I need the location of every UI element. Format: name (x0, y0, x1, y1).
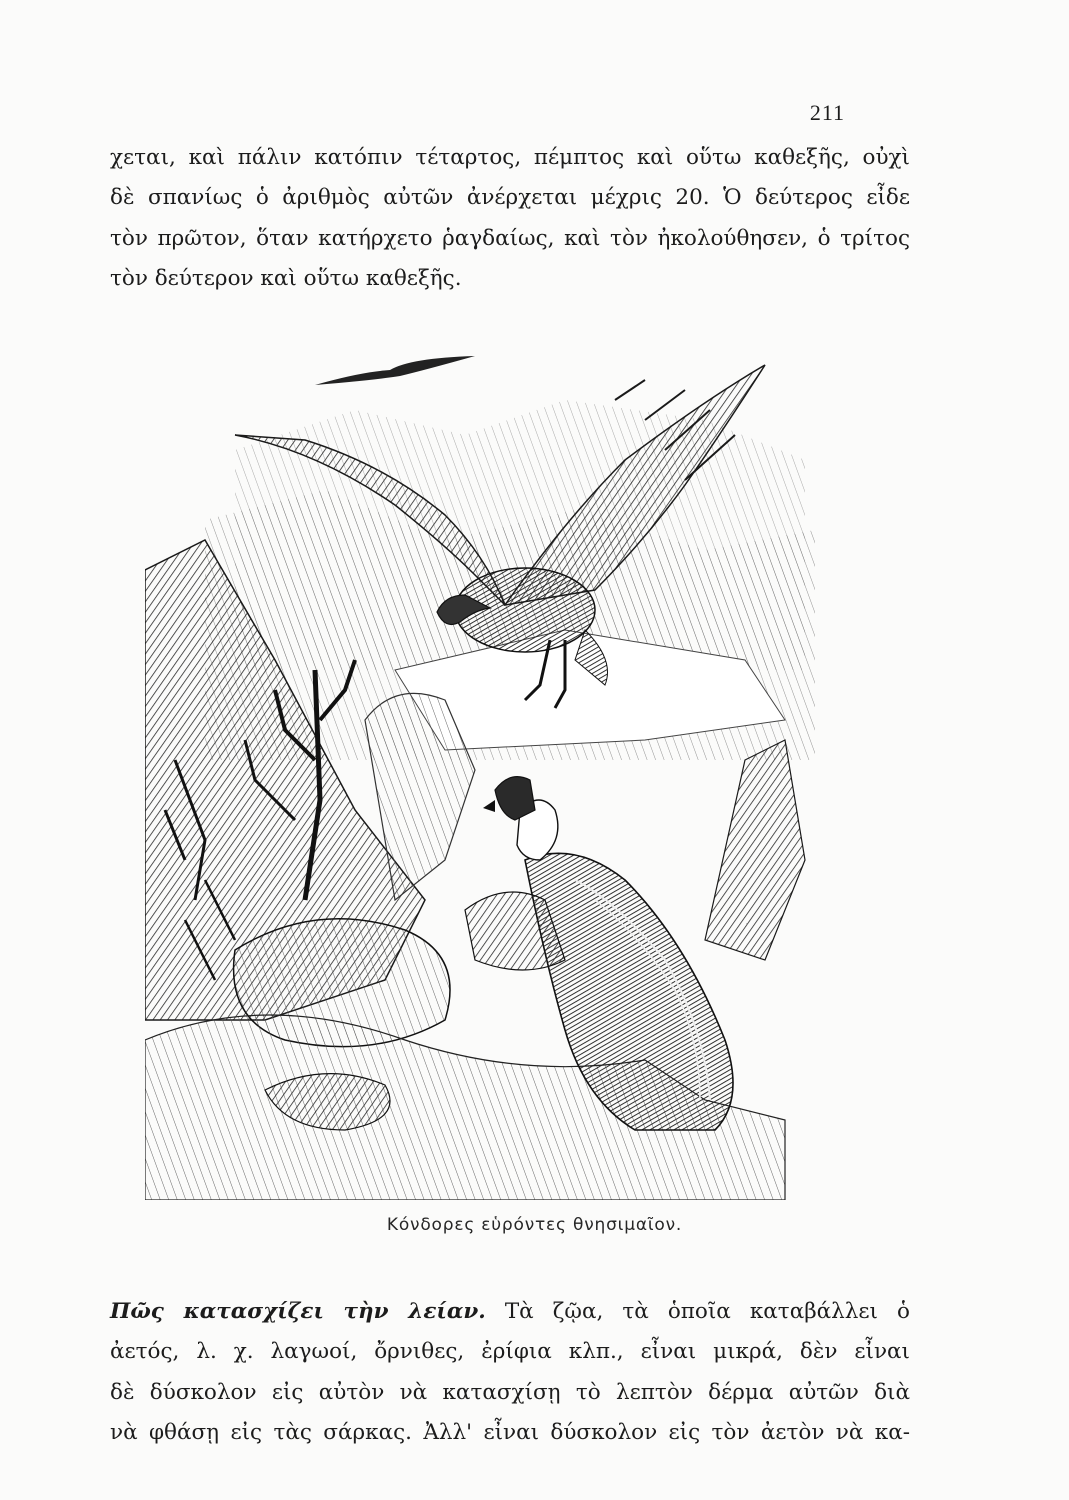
text-line: δὲ δύσκολον εἰς αὐτὸν νὰ κατασχίσῃ τὸ λεπτὸν δέρμα αὐτῶν διὰ (110, 1379, 910, 1405)
text-line: χεται, καὶ πάλιν κατόπιν τέταρτος, πέμπτος καὶ οὕτω καθεξῆς, οὐχὶ (110, 145, 910, 170)
text-line: τὸν πρῶτον, ὅταν κατήρχετο ῥαγδαίως, καὶ τὸν ἠκολούθησεν, ὁ τρίτος (110, 225, 910, 251)
top-paragraph (110, 138, 910, 299)
text-line: δὲ σπανίως ὁ ἀριθμὸς αὐτῶν ἀνέρχεται μέχρις 20. Ὁ δεύτερος εἶδε (110, 185, 910, 211)
page-number: 211 (809, 100, 845, 125)
text-line (110, 1292, 910, 1332)
bottom-paragraph (110, 1292, 910, 1453)
text-run: Τὰ ζῷα, τὰ ὁποῖα καταβάλλει ὁ (504, 1299, 910, 1324)
condor-illustration (145, 340, 845, 1200)
distant-condor (315, 356, 475, 385)
text-line: ἀετός, λ. χ. λαγωοί, ὄρνιθες, ἐρίφια κλπ., εἶναι μικρά, δὲν εἶναι (110, 1339, 910, 1365)
text-line: νὰ φθάσῃ εἰς τὰς σάρκας. Ἀλλ' εἶναι δύσκολον εἰς τὸν ἀετὸν νὰ κα- (110, 1419, 910, 1445)
section-heading: Πῶς κατασχίζει τὴν λείαν. (110, 1299, 486, 1324)
text-line: τὸν δεύτερον καὶ οὕτω καθεξῆς. (110, 265, 462, 291)
figure-caption: Κόνδορες εὑρόντες θνησιμαῖον. (386, 1215, 683, 1235)
